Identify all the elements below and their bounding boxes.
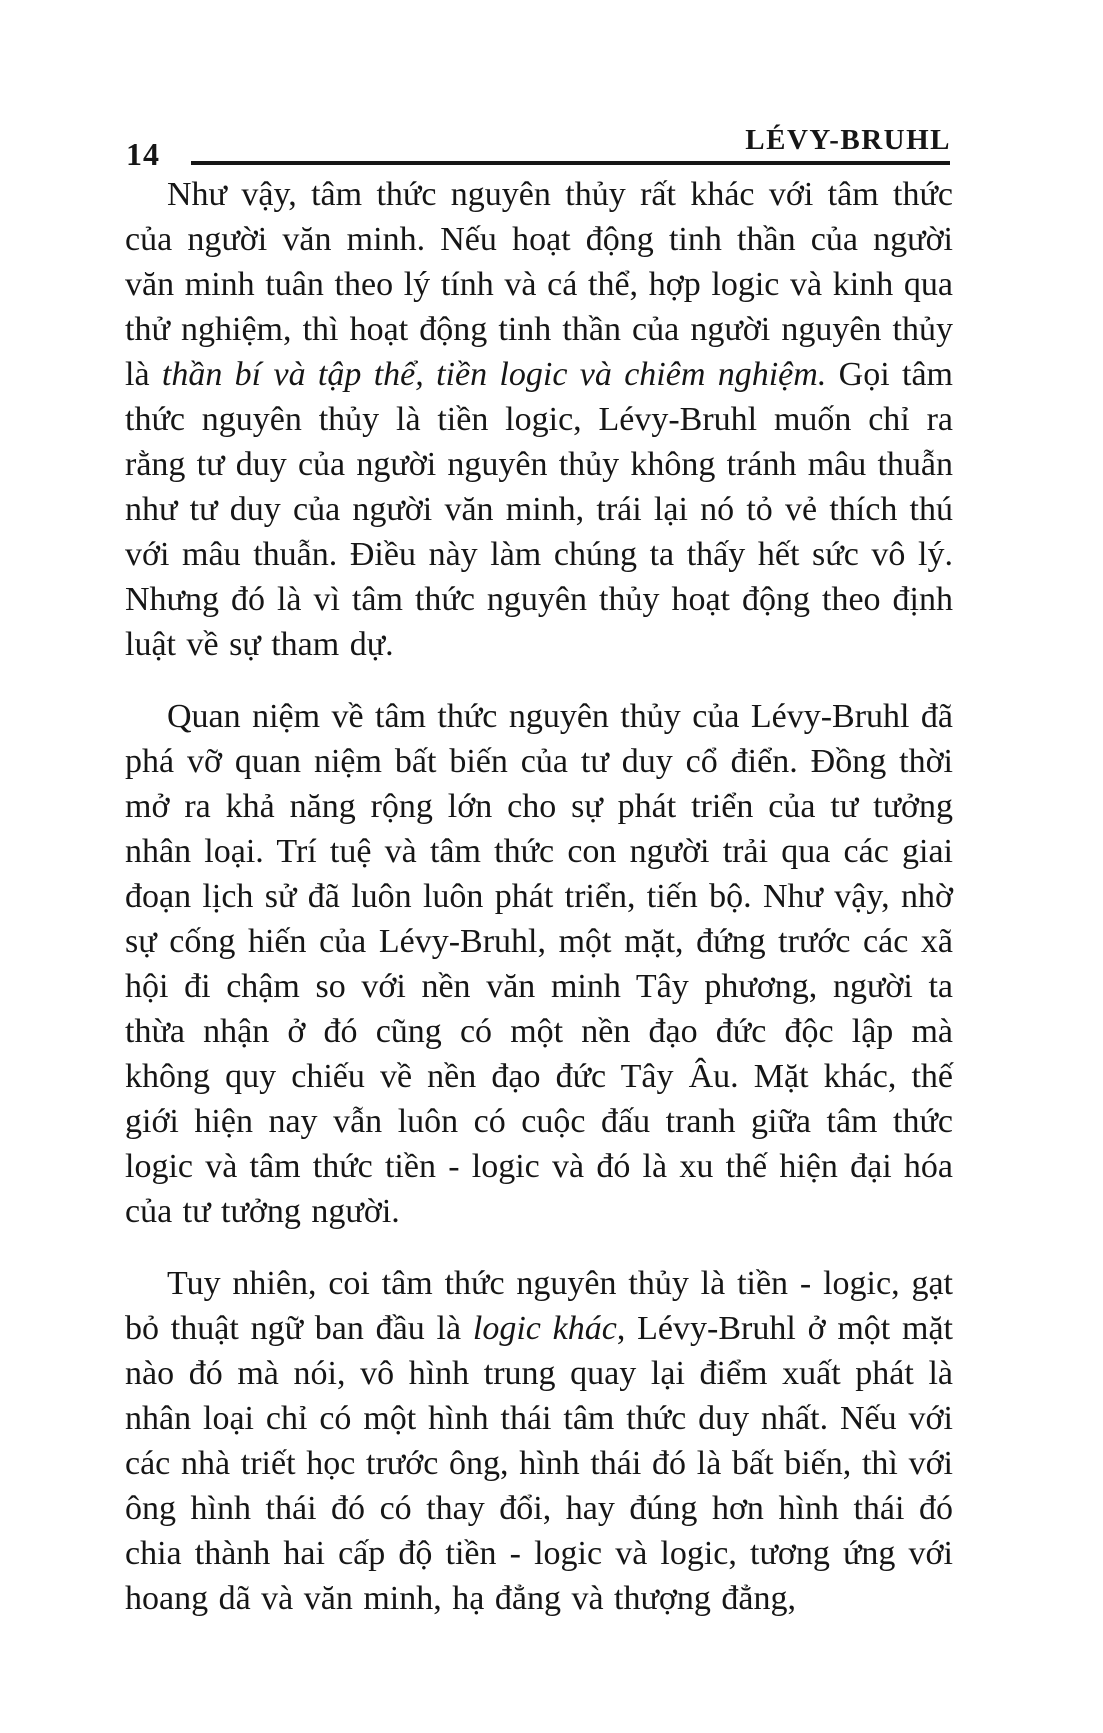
paragraph-1-italic-phrase: thần bí và tập thể, tiền logic và chiêm nghiệm. <box>161 356 827 393</box>
paragraph-3-text-continued: , Lévy-Bruhl ở một mặt nào đó mà nói, vô hình trung quay lại điểm xuất phát là nhân loại chỉ có một hình thái tâm thức duy nhất. Nếu với các nhà triết học trước ông, hình thái đó là bất biến, thì với ông hình thái đó có thay đổi, hay đúng hơn hình thái đó chia thành hai cấp độ tiền - logic và logic, tương ứng với hoang dã và văn minh, hạ đẳng và thượng đẳng, <box>125 1310 954 1617</box>
header-rule <box>191 161 950 165</box>
paragraph-2-text: Quan niệm về tâm thức nguyên thủy của Lévy-Bruhl đã phá vỡ quan niệm bất biến của tư duy cổ điển. Đồng thời mở ra khả năng rộng lớn cho sự phát triển của tư tưởng nhân loại. Trí tuệ và tâm thức con người trải qua các giai đoạn lịch sử đã luôn luôn phát triển, tiến bộ. Như vậy, nhờ sự cống hiến của Lévy-Bruhl, một mặt, đứng trước các xã hội đi chậm so với nền văn minh Tây phương, người ta thừa nhận ở đó cũng có một nền đạo đức độc lập mà không quy chiếu về nền đạo đức Tây Âu. Mặt khác, thế giới hiện nay vẫn luôn có cuộc đấu tranh giữa tâm thức logic và tâm thức tiền - logic và đó là xu thế hiện đại hóa của tư tưởng người. <box>125 698 953 1230</box>
paragraph-1 <box>125 172 953 667</box>
paragraph-2 <box>125 694 953 1234</box>
page-header <box>0 0 1103 176</box>
running-title: LÉVY-BRUHL <box>745 124 951 156</box>
paragraph-1-text: Như vậy, tâm thức nguyên thủy rất khác với tâm thức của người văn minh. Nếu hoạt động tinh thần của người văn minh tuân theo lý tính và cá thể, hợp logic và kinh qua thử nghiệm, thì hoạt động tinh thần của người nguyên thủy là <box>125 176 953 393</box>
page-number: 14 <box>126 136 160 172</box>
paragraph-3-italic-phrase: logic khác <box>472 1310 617 1347</box>
paragraph-3-text: Tuy nhiên, coi tâm thức nguyên thủy là tiền - logic, gạt bỏ thuật ngữ ban đầu là <box>125 1265 953 1347</box>
page-body <box>125 172 953 1621</box>
paragraph-1-text-continued: Gọi tâm thức nguyên thủy là tiền logic, Lévy-Bruhl muốn chỉ ra rằng tư duy của người nguyên thủy không tránh mâu thuẫn như tư duy của người văn minh, trái lại nó tỏ vẻ thích thú với mâu thuẫn. Điều này làm chúng ta thấy hết sức vô lý. Nhưng đó là vì tâm thức nguyên thủy hoạt động theo định luật về sự tham dự. <box>125 356 954 663</box>
paragraph-3 <box>125 1261 953 1621</box>
